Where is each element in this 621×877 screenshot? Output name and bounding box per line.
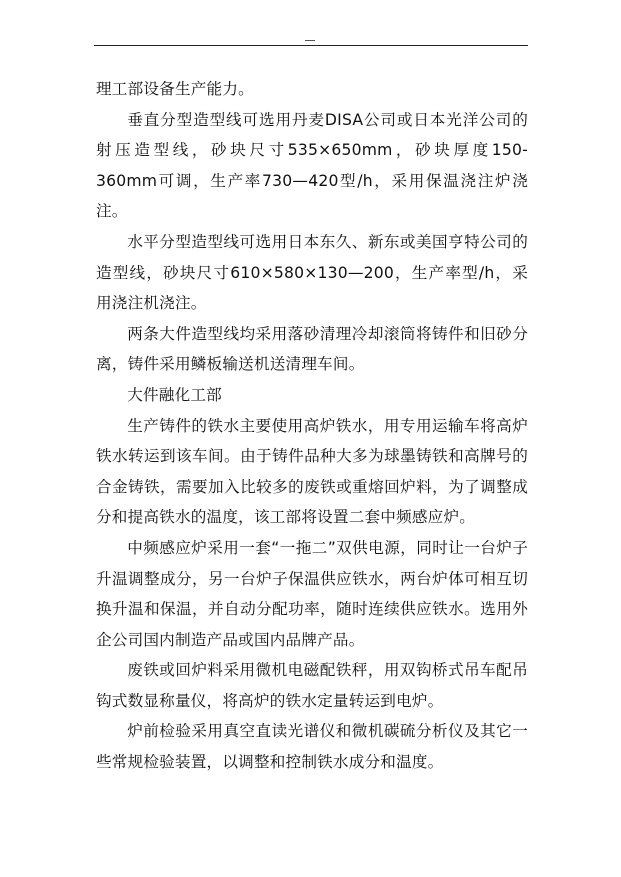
paragraph-horizontal-molding-line: 水平分型造型线可选用日本东久、新东或美国亨特公司的造型线，砂块尺寸610×580×130—200，生产率型/h，采用浇注机浇注。 [96, 232, 528, 313]
section-heading-melting: 大件融化工部 [127, 385, 222, 404]
body-text [96, 74, 528, 778]
paragraph-inspection: 炉前检验采用真空直读光谱仪和微机碳硫分析仪及其它一些常规检验装置，以调整和控制铁水成分和温度。 [96, 722, 528, 772]
paragraph-shakeout: 两条大件造型线均采用落砂清理冷却滚筒将铸件和旧砂分离，铸件采用鳞板输送机送清理车间。 [96, 324, 528, 374]
paragraph-molten-iron: 生产铸件的铁水主要使用高炉铁水，用专用运输车将高炉铁水转运到该车间。由于铸件品种大多为球墨铸铁和高牌号的合金铸铁，需要加入比较多的废铁或重熔回炉料，为了调整成分和提高铁水的温度，该工部将设置二套中频感应炉。 [96, 416, 528, 527]
paragraph-vertical-molding-line: 垂直分型造型线可选用丹麦DISA公司或日本光洋公司的射压造型线，砂块尺寸535×650mm，砂块厚度150-360mm可调，生产率730—420型/h，采用保温浇注炉浇注。 [96, 110, 528, 221]
paragraph-continuation: 理工部设备生产能力。 [96, 80, 254, 98]
header-rule [94, 45, 528, 46]
paragraph-scrap-charging: 废铁或回炉料采用微机电磁配铁秤，用双钩桥式吊车配吊钩式数显称量仪，将高炉的铁水定量转运到电炉。 [96, 661, 528, 710]
paragraph-induction-furnace: 中频感应炉采用一套“一拖二”双供电源，同时让一台炉子升温调整成分，另一台炉子保温供应铁水，两台炉体可相互切换升温和保温，并自动分配功率，随时连续供应铁水。选用外企公司国内制造产品或国内品牌产品。 [96, 538, 528, 649]
header-mark [305, 40, 315, 42]
